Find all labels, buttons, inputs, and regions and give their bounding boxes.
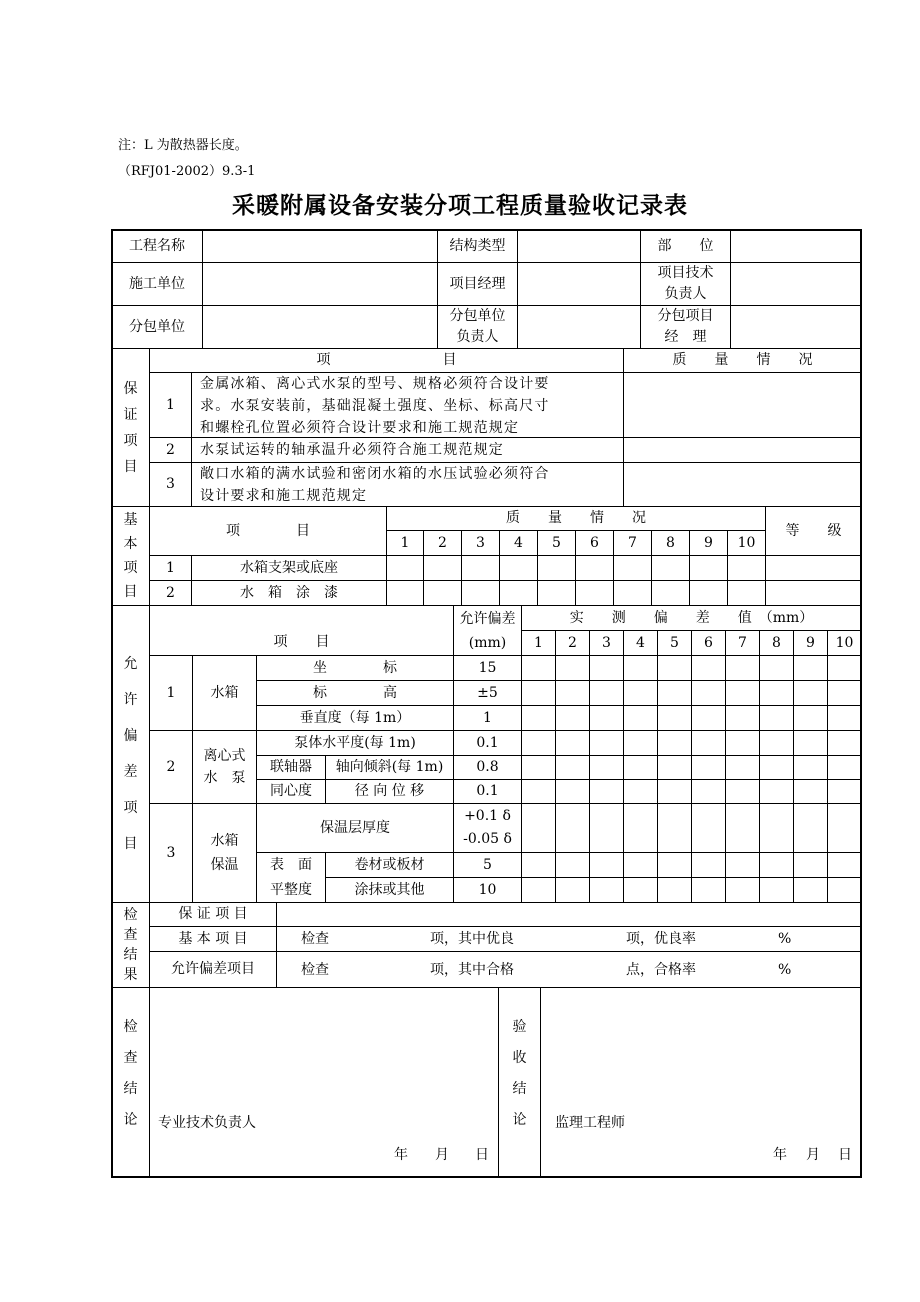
label-sub-lead [438, 306, 517, 348]
tech-lead-signature-label: 专业技术负责人 [158, 1115, 256, 1131]
allow-col-num: 6 [704, 634, 713, 651]
basic-item-name: 水箱支架或底座 [240, 559, 338, 576]
basic-item-no: 1 [166, 559, 175, 576]
results-allow-label: 允许偏差项目 [171, 961, 255, 977]
label-construction-unit: 施工单位 [129, 275, 185, 292]
allow-col-num: 1 [534, 634, 543, 651]
guarantee-item-line: 设计要求和施工规范规定 [200, 488, 368, 504]
results-basic-end: 项，优良率 [626, 931, 696, 947]
basic-col-num: 8 [666, 534, 675, 551]
structure-type-field[interactable] [518, 230, 640, 262]
label-project-name: 工程名称 [129, 237, 185, 254]
guarantee-item-no: 1 [166, 396, 175, 413]
basic-col-num: 7 [628, 534, 637, 551]
tech-lead-field[interactable] [731, 263, 861, 305]
allow-row-sub: 平整度 [270, 881, 312, 898]
construction-unit-field[interactable] [203, 263, 437, 305]
conclusion-side-char: 结 [512, 1081, 527, 1097]
basic-side-char: 基 [123, 512, 138, 528]
acceptance-conclusion-side-label [499, 1012, 540, 1136]
allow-side-char: 许 [123, 692, 138, 708]
allow-col-tolerance [454, 606, 521, 655]
allow-row-tolerance: ±5 [477, 684, 498, 701]
allow-col-num: 4 [636, 634, 645, 651]
form-code: （RFJ01-2002）9.3-1 [118, 164, 256, 179]
allow-row-tolerance: 5 [483, 856, 492, 873]
guarantee-side-char: 目 [123, 458, 138, 475]
allow-row-tolerance: 10 [478, 881, 497, 898]
allow-row-name: 标 高 [313, 684, 397, 701]
guarantee-quality-field[interactable] [624, 373, 861, 437]
allow-row-sub: 表 面 [270, 856, 312, 873]
allow-row-name: 坐 标 [313, 659, 397, 676]
allow-col-item: 项 目 [273, 634, 330, 650]
basic-item-no: 2 [166, 584, 175, 601]
allow-col-num: 3 [602, 634, 611, 651]
allow-row-tolerance: 0.1 [476, 734, 499, 751]
label-sub-pm-line2: 经 理 [664, 329, 707, 345]
basic-col-quality: 质 量 情 况 [506, 510, 646, 526]
results-guarantee-label: 保 证 项 目 [178, 906, 248, 922]
results-side-char: 果 [123, 967, 138, 983]
label-tech-lead-line1: 项目技术 [657, 265, 714, 281]
guarantee-item-text [200, 463, 550, 507]
allow-col-num: 8 [772, 634, 781, 651]
label-sub-pm-line1: 分包项目 [657, 308, 714, 324]
label-tech-lead [641, 263, 730, 305]
label-sub-lead-line2: 负责人 [456, 329, 499, 345]
results-basic-pct: % [778, 931, 792, 947]
allow-group-name [193, 731, 256, 803]
conclusion-side-char: 检 [123, 1019, 138, 1035]
conclusion-side-char: 结 [123, 1081, 138, 1097]
label-location: 部 位 [657, 237, 714, 254]
results-basic-label: 基 本 项 目 [178, 930, 248, 947]
inspection-date-month: 月 [435, 1147, 449, 1163]
allow-group-name-line1: 水箱 [210, 833, 239, 849]
results-side-label [112, 903, 149, 987]
guarantee-item-no: 3 [166, 476, 175, 492]
basic-item-name: 水 箱 涂 漆 [240, 584, 338, 601]
inspection-date-year: 年 [394, 1147, 408, 1163]
basic-col-num: 9 [704, 534, 713, 551]
basic-col-num: 10 [737, 534, 756, 551]
results-basic-check: 检查 [301, 931, 329, 947]
allow-row-tolerance: 15 [478, 659, 497, 676]
allow-row-name: 涂抹或其他 [354, 881, 425, 898]
guarantee-item-line: 和螺栓孔位置必须符合设计要求和施工规范规定 [200, 420, 520, 436]
allow-row-name: 垂直度（每 1m） [299, 709, 411, 726]
allow-group-name-line1: 离心式 [203, 748, 246, 764]
label-sub-lead-line1: 分包单位 [449, 308, 506, 324]
acceptance-conclusion-field[interactable] [541, 988, 861, 1098]
guarantee-col-item: 项 目 [316, 352, 457, 368]
project-name-field[interactable] [203, 230, 437, 262]
allow-col-num: 2 [568, 634, 577, 651]
inspection-conclusion-field[interactable] [150, 988, 498, 1098]
label-project-manager: 项目经理 [449, 275, 506, 292]
conclusion-side-char: 论 [512, 1112, 527, 1128]
guarantee-item-line: 金属冰箱、离心式水泵的型号、规格必须符合设计要 [200, 376, 550, 392]
results-allow-end: 点，合格率 [626, 961, 696, 978]
guarantee-item-line: 敞口水箱的满水试验和密闭水箱的水压试验必须符合 [200, 466, 550, 482]
allow-row-tolerance-lower: -0.05 δ [463, 831, 512, 847]
allow-group-name-line2: 保温 [210, 857, 239, 873]
guarantee-item-text [200, 438, 504, 462]
basic-side-char: 项 [123, 560, 138, 576]
allow-group-name: 水箱 [210, 684, 239, 701]
acceptance-date-year: 年 [773, 1147, 787, 1163]
acceptance-date-day: 日 [838, 1147, 852, 1163]
allow-col-measured: 实 测 偏 差 值 （mm） [569, 609, 814, 626]
subcontract-unit-field[interactable] [203, 306, 437, 348]
allow-row-tolerance: 0.1 [476, 783, 499, 799]
results-allow-pct: % [778, 961, 792, 978]
allow-side-label [112, 606, 149, 902]
inspection-date-day: 日 [475, 1147, 489, 1163]
allow-col-tolerance-line2: (mm) [468, 634, 507, 651]
allow-col-num: 5 [670, 634, 679, 651]
allow-row-name: 泵体水平度(每 1m) [294, 734, 416, 751]
guarantee-side-char: 保 [123, 380, 138, 397]
guarantee-side-char: 证 [123, 406, 138, 423]
guarantee-item-no: 2 [166, 441, 175, 458]
label-structure-type: 结构类型 [449, 237, 506, 254]
basic-col-num: 3 [476, 534, 485, 551]
basic-col-grade: 等 级 [785, 522, 842, 539]
guarantee-quality-field[interactable] [624, 463, 861, 506]
allow-col-num: 7 [738, 634, 747, 651]
label-sub-pm [641, 306, 730, 348]
basic-side-char: 本 [123, 536, 138, 552]
project-manager-field[interactable] [518, 263, 640, 305]
guarantee-item-line: 水泵试运转的轴承温升必须符合施工规范规定 [200, 442, 504, 458]
results-guarantee-field[interactable] [277, 903, 861, 926]
supervisor-signature-label: 监理工程师 [555, 1115, 625, 1131]
results-basic-mid: 项，其中优良 [430, 931, 514, 947]
results-side-char: 结 [123, 947, 138, 963]
conclusion-side-char: 验 [512, 1019, 527, 1035]
sub-lead-field[interactable] [518, 306, 640, 348]
basic-col-num: 4 [514, 534, 523, 551]
note: 注：L 为散热器长度。 [118, 138, 248, 153]
allow-group-no: 1 [166, 684, 176, 701]
guarantee-item-line: 求。水泵安装前，基础混凝土强度、坐标、标高尺寸 [200, 398, 550, 414]
allow-group-name-line2: 水 泵 [203, 770, 246, 786]
label-tech-lead-line2: 负责人 [664, 286, 707, 302]
allow-row-sub: 同心度 [270, 783, 312, 799]
basic-col-num: 6 [590, 534, 599, 551]
results-allow-check: 检查 [301, 961, 329, 978]
acceptance-date-month: 月 [806, 1147, 820, 1163]
allow-row-sub: 联轴器 [270, 759, 312, 775]
allow-group-no: 2 [166, 758, 176, 775]
basic-col-num: 1 [400, 534, 410, 551]
guarantee-side-char: 项 [123, 432, 138, 449]
basic-col-num: 5 [552, 534, 561, 551]
results-side-char: 检 [123, 907, 138, 923]
allow-col-num: 9 [806, 634, 815, 651]
allow-row-tolerance: 0.8 [476, 759, 499, 775]
inspection-conclusion-side-label [112, 1012, 149, 1136]
allow-col-tolerance-line1: 允许偏差 [459, 610, 516, 627]
allow-group-name [193, 804, 256, 902]
allow-row-name: 轴向倾斜(每 1m) [335, 759, 444, 775]
location-field[interactable] [731, 230, 861, 262]
basic-col-num: 2 [438, 534, 447, 551]
allow-group-no: 3 [166, 844, 176, 861]
allow-row-name: 卷材或板材 [354, 856, 425, 873]
allow-row-name: 保温层厚度 [320, 819, 390, 836]
basic-side-char: 目 [123, 584, 138, 600]
conclusion-side-char: 收 [512, 1050, 527, 1066]
guarantee-quality-field[interactable] [624, 438, 861, 462]
allow-row-tolerance: 1 [483, 709, 492, 726]
allow-side-char: 目 [123, 836, 138, 852]
page-title: 采暖附属设备安装分项工程质量验收记录表 [232, 193, 688, 219]
allow-side-char: 差 [123, 764, 138, 780]
sub-pm-field[interactable] [731, 306, 861, 348]
allow-col-num: 10 [835, 634, 854, 651]
basic-col-item: 项 目 [226, 522, 310, 539]
allow-side-char: 偏 [123, 728, 138, 744]
results-allow-mid: 项，其中合格 [430, 961, 514, 978]
basic-side-label [112, 507, 149, 605]
label-subcontract-unit: 分包单位 [129, 318, 185, 335]
allow-row-tolerance-upper: +0.1 δ [464, 808, 511, 824]
results-side-char: 查 [123, 927, 138, 943]
guarantee-col-quality: 质 量 情 况 [672, 352, 813, 368]
allow-row-name: 径 向 位 移 [354, 783, 425, 799]
conclusion-side-char: 论 [123, 1112, 138, 1128]
guarantee-item-text [200, 373, 550, 439]
conclusion-side-char: 查 [123, 1050, 138, 1066]
allow-side-char: 项 [123, 800, 138, 816]
guarantee-side-label [112, 349, 149, 506]
allow-row-tolerance [454, 804, 521, 852]
allow-side-char: 允 [123, 656, 138, 672]
